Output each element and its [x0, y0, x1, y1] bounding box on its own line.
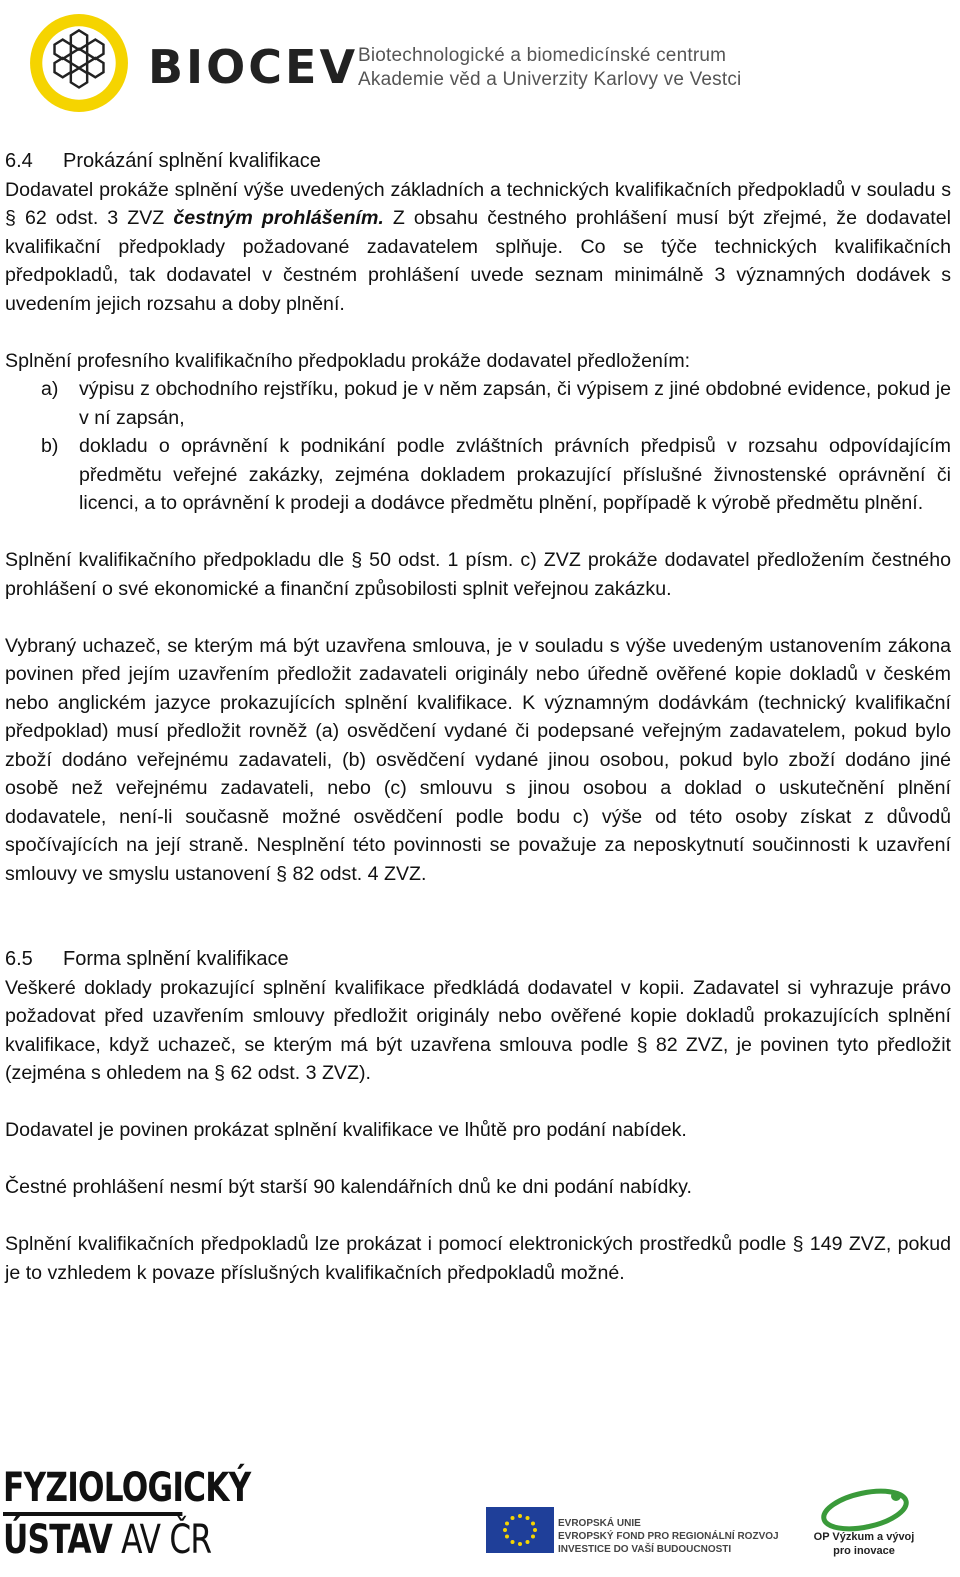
- fyziologicky-ustav-logo: [3, 1466, 250, 1564]
- biocev-logo-icon: [28, 12, 130, 114]
- section-title: Prokázání splnění kvalifikace: [63, 150, 321, 172]
- op-text-line: OP Výzkum a vývoj: [813, 1531, 915, 1543]
- list-item-text: výpisu z obchodního rejstříku, pokud je v něm zapsán, či výpisem z jiné obdobné evidence, pokud je v ní zapsán,: [79, 378, 951, 429]
- paragraph: Veškeré doklady prokazující splnění kvalifikace předkládá dodavatel v kopii. Zadavatel si vyhrazuje právo požadovat před uzavřením smlouvy předložit originály nebo ověřené kopie dokladů prokazujících splnění kvalifikace, když uchazeč, se kterým má být uzavřena smlouva podle § 82 ZVZ, je povinen tyto předložit (zejména s ohledem na § 62 odst. 3 ZVZ).: [5, 976, 951, 1084]
- page-header: [0, 0, 960, 125]
- eu-text: [558, 1517, 779, 1556]
- header-subtitle: [358, 44, 741, 92]
- paragraph: Vybraný uchazeč, se kterým má být uzavřena smlouva, je v souladu s výše uvedeným ustanovením zákona povinen před jejím uzavřením předložit zadavateli originály nebo úředně ověřené kopie dokladů v českém nebo anglickém jazyce prokazujících splnění kvalifikace. K významným dodávkám (technický kvalifikační předpoklad) musí předložit rovněž (a) osvědčení vydané či podepsané veřejným zadavatelem, pokud bylo zboží dodáno veřejnému zadavateli, (b) osvědčení vydané jinou osobou, pokud bylo zboží dodáno jiné osobě než veřejnému zadavateli, nebo (c) smlouvu s jinou osobou a doklad o uskutečnění plnění dodavatele, není-li současně možné osvědčení podle bodu c) výše od této osoby získat z důvodů spočívajících na její straně. Nesplnění této povinnosti se považuje za neposkytnutí součinnosti k uzavření smlouvy ve smyslu ustanovení § 82 odst. 4 ZVZ.: [5, 634, 951, 885]
- eu-text-line: INVESTICE DO VAŠÍ BUDOUCNOSTI: [558, 1544, 732, 1555]
- eu-flag-icon: [486, 1507, 554, 1553]
- op-text-line: pro inovace: [833, 1545, 895, 1557]
- page-footer: [0, 1460, 960, 1577]
- eu-text-line: EVROPSKÁ UNIE: [558, 1518, 641, 1529]
- emphasis-text: čestným prohlášením.: [173, 207, 384, 229]
- list-item: [5, 375, 951, 432]
- paragraph-text: Z obsahu čestného prohlášení musí být zřejmé, že dodavatel kvalifikační předpoklady požadované zadavatelem splňuje. Co se týče technických kvalifikačních předpokladů, tak dodavatel v čestném prohlášení uvede seznam minimálně 3 významných dodávek s uvedením jejich rozsahu a doby plnění.: [5, 207, 951, 315]
- op-vavpi-logo-icon: [810, 1482, 916, 1572]
- section-number: 6.4: [5, 150, 33, 172]
- header-subtitle-line1: Biotechnologické a biomedicínské centrum: [358, 45, 727, 66]
- requirements-list: [5, 375, 951, 518]
- op-text: [806, 1530, 922, 1558]
- list-marker: a): [41, 378, 59, 400]
- list-item: [5, 432, 951, 518]
- eu-text-line: EVROPSKÝ FOND PRO REGIONÁLNÍ ROZVOJ: [558, 1531, 779, 1542]
- paragraph: Splnění kvalifikačních předpokladů lze prokázat i pomocí elektronických prostředků podle § 149 ZVZ, pokud je to vzhledem k povaze příslušných kvalifikačních předpokladů možné.: [5, 1233, 951, 1284]
- document-body: [5, 147, 951, 1287]
- paragraph: Čestné prohlášení nesmí být starší 90 kalendářních dnů ke dni podání nabídky.: [5, 1176, 692, 1198]
- fu-logo-line2: [3, 1516, 250, 1564]
- biocev-wordmark: BIOCEV: [148, 40, 359, 94]
- fu-logo-line1: FYZIOLOGICKÝ: [3, 1465, 251, 1511]
- section-number: 6.5: [5, 948, 33, 970]
- section-heading-6-5: [5, 945, 951, 974]
- paragraph: Splnění profesního kvalifikačního předpokladu prokáže dodavatel předložením:: [5, 349, 691, 372]
- list-item-text: dokladu o oprávnění k podnikání podle zvláštních právních předpisů v rozsahu odpovídajícím předmětu veřejné zakázky, zejména dokladem prokazující příslušné živnostenské oprávnění či licenci, a to oprávnění k prodeji a dodávce předmětu plnění, popřípadě k výrobě předmětu plnění.: [79, 435, 951, 514]
- section-heading-6-4: [5, 147, 951, 176]
- fu-logo-word: AV ČR: [111, 1517, 212, 1563]
- list-marker: b): [41, 435, 59, 457]
- paragraph: [5, 176, 951, 319]
- paragraph-text: Dodavatel prokáže splnění výše uvedených základních a technických kvalifikačních předpokladů v souladu s § 62 odst. 3 ZVZ: [5, 178, 951, 229]
- fu-logo-word: ÚSTAV: [3, 1517, 112, 1563]
- paragraph: Splnění kvalifikačního předpokladu dle § 50 odst. 1 písm. c) ZVZ prokáže dodavatel předložením čestného prohlášení o své ekonomické a finanční způsobilosti splnit veřejnou zakázku.: [5, 549, 951, 600]
- paragraph: Dodavatel je povinen prokázat splnění kvalifikace ve lhůtě pro podání nabídek.: [5, 1119, 687, 1141]
- section-title: Forma splnění kvalifikace: [63, 948, 289, 970]
- header-subtitle-line2: Akademie věd a Univerzity Karlovy ve Vestci: [358, 69, 742, 90]
